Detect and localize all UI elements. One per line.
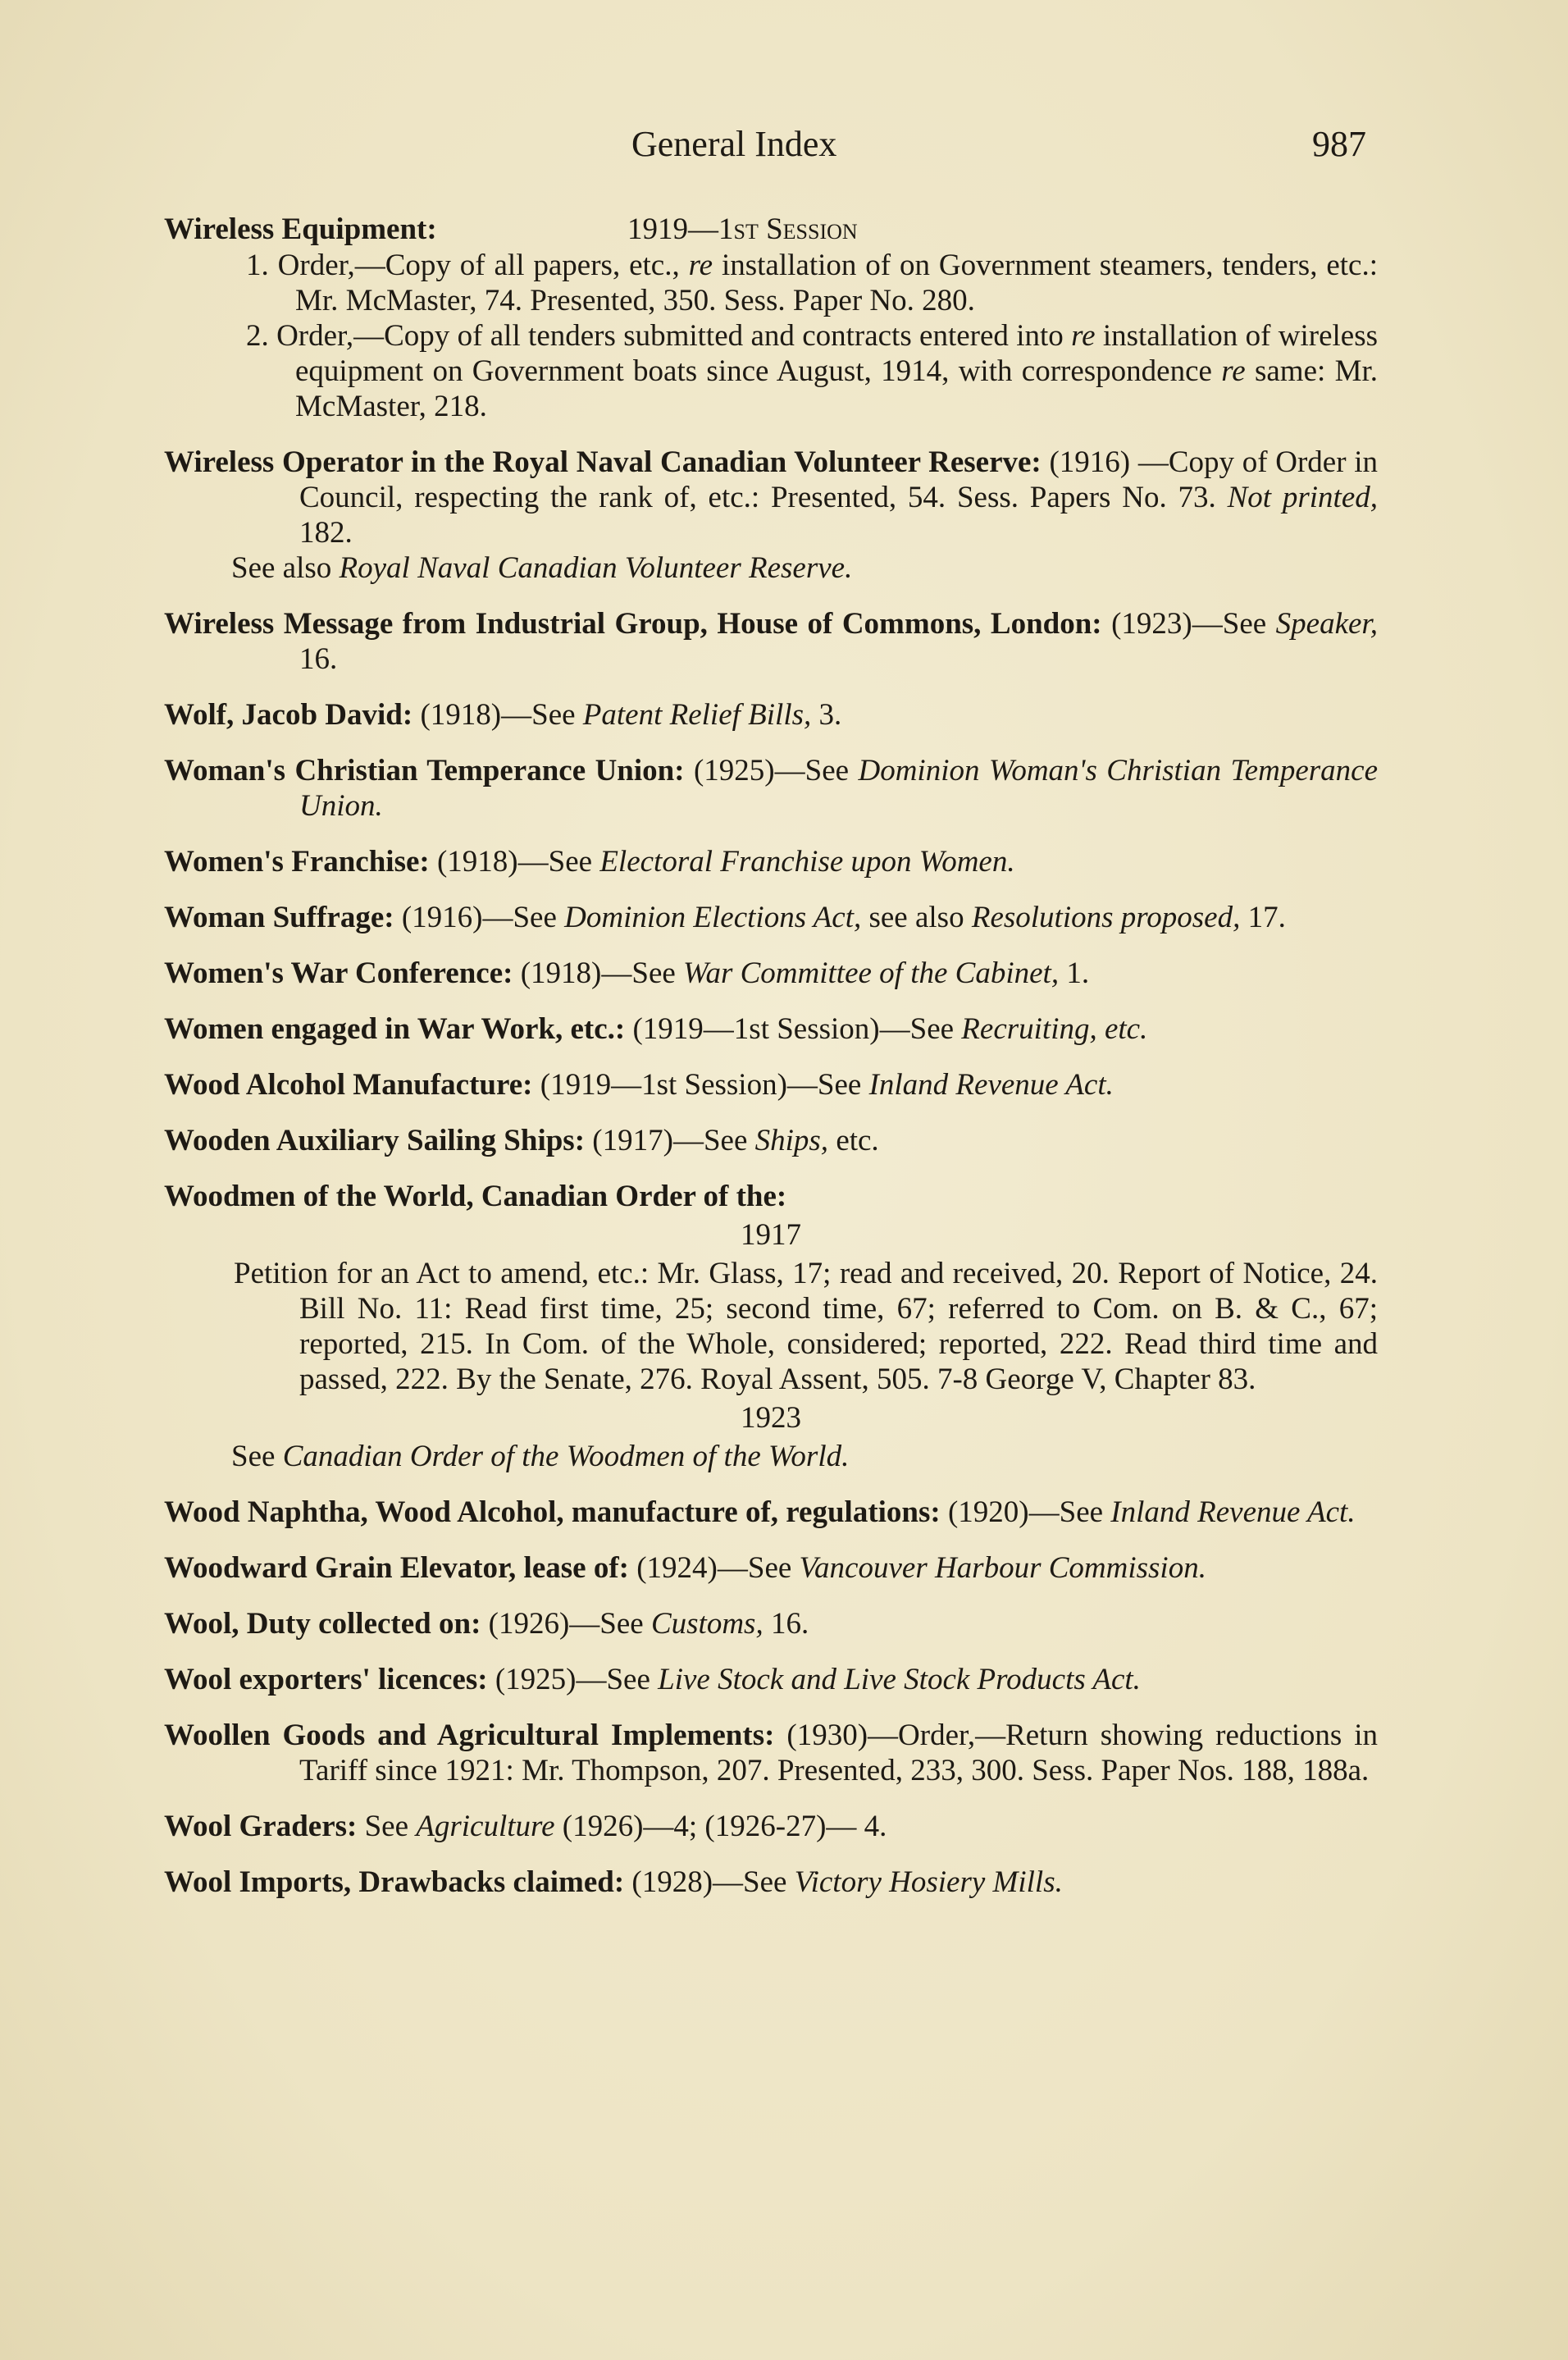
- entry-wool-duty: Wool, Duty collected on: (1926)—See Customs, 16.: [164, 1607, 809, 1641]
- entry-heading: Women engaged in War Work, etc.:: [164, 1012, 626, 1046]
- entry-heading: Wool, Duty collected on:: [164, 1607, 481, 1641]
- entry-heading: Wireless Message from Industrial Group, House of Commons, London:: [164, 607, 1102, 641]
- entry-heading: Woodmen of the World, Canadian Order of the:: [164, 1180, 787, 1213]
- list-item: 2. Order,—Copy of all tenders submitted and contracts entered into re installation of wireless equipment on Government boats since August, 1914, with correspondence re same: Mr. McMaster, 218.: [246, 319, 1378, 423]
- entry-heading: Woman's Christian Temperance Union:: [164, 754, 685, 787]
- entry-heading: Woollen Goods and Agricultural Implements:: [164, 1719, 775, 1752]
- entry-womens-war-conference: Women's War Conference: (1918)—See War Committee of the Cabinet, 1.: [164, 956, 1090, 990]
- page-title: General Index: [631, 124, 837, 164]
- entry-wireless-message: Wireless Message from Industrial Group, House of Commons, London: (1923)—See Speaker, 16.: [164, 607, 1378, 676]
- entry-heading: Wireless Operator in the Royal Naval Canadian Volunteer Reserve:: [164, 445, 1042, 479]
- entry-woodward: Woodward Grain Elevator, lease of: (1924)—See Vancouver Harbour Commission.: [164, 1551, 1206, 1585]
- entry-heading: Women's Franchise:: [164, 845, 430, 879]
- entry-heading: Women's War Conference:: [164, 956, 513, 990]
- entry-heading: Wool Graders:: [164, 1810, 358, 1843]
- session-label: 1919—1st Session: [627, 212, 858, 246]
- entry-woman-suffrage: Woman Suffrage: (1916)—See Dominion Elections Act, see also Resolutions proposed, 17.: [164, 901, 1286, 934]
- entry-wireless-operator: Wireless Operator in the Royal Naval Canadian Volunteer Reserve: (1916) —Copy of Order in Council, respecting the rank of, etc.: Presented, 54. Sess. Papers No. 73. Not printed, 182. See also Royal Naval Canadian Volunteer Reserve.: [164, 445, 1378, 585]
- entry-wooden-auxiliary: Wooden Auxiliary Sailing Ships: (1917)—See Ships, etc.: [164, 1124, 879, 1157]
- entry-heading: Wooden Auxiliary Sailing Ships:: [164, 1124, 586, 1157]
- entry-wireless-equipment: [164, 212, 1378, 424]
- see-line: See Canadian Order of the Woodmen of the World.: [231, 1440, 850, 1473]
- index-content: [164, 212, 1378, 1920]
- entry-heading: Woodward Grain Elevator, lease of:: [164, 1551, 629, 1585]
- year-label: 1923: [741, 1401, 801, 1435]
- entry-wool-imports: Wool Imports, Drawbacks claimed: (1928)—See Victory Hosiery Mills.: [164, 1865, 1063, 1899]
- entry-wolf: Wolf, Jacob David: (1918)—See Patent Relief Bills, 3.: [164, 698, 842, 732]
- entry-wool-graders: Wool Graders: See Agriculture (1926)—4; (1926-27)— 4.: [164, 1810, 887, 1843]
- list-item: 1. Order,—Copy of all papers, etc., re installation of on Government steamers, tenders, etc.: Mr. McMaster, 74. Presented, 350. Sess. Paper No. 280.: [246, 249, 1378, 317]
- page-header: [0, 123, 1568, 172]
- entry-wool-exporters: Wool exporters' licences: (1925)—See Live Stock and Live Stock Products Act.: [164, 1663, 1141, 1696]
- entry-woodmen: [164, 1179, 1378, 1474]
- entry-wood-alcohol: Wood Alcohol Manufacture: (1919—1st Session)—See Inland Revenue Act.: [164, 1068, 1114, 1102]
- entry-heading: Wolf, Jacob David:: [164, 698, 413, 732]
- entry-heading: Wood Naphtha, Wood Alcohol, manufacture of, regulations:: [164, 1495, 941, 1529]
- year-label: 1917: [741, 1218, 801, 1252]
- entry-heading: Wool exporters' licences:: [164, 1663, 488, 1696]
- entry-womens-franchise: Women's Franchise: (1918)—See Electoral Franchise upon Women.: [164, 845, 1015, 879]
- see-also-line: See also Royal Naval Canadian Volunteer Reserve.: [231, 551, 853, 585]
- entry-womans-christian: Woman's Christian Temperance Union: (1925)—See Dominion Woman's Christian Temperance Union.: [164, 754, 1378, 823]
- entry-heading: Wool Imports, Drawbacks claimed:: [164, 1865, 625, 1899]
- entry-heading: Woman Suffrage:: [164, 901, 394, 934]
- petition-text: Petition for an Act to amend, etc.: Mr. Glass, 17; read and received, 20. Report of Notice, 24. Bill No. 11: Read first time, 25; second time, 67; referred to Com. on B. & C., 67; reported, 215. In Com. of the Whole, considered; reported, 222. Read third time and passed, 222. By the Senate, 276. Royal Assent, 505. 7-8 George V, Chapter 83.: [234, 1257, 1378, 1396]
- entry-heading: Wireless Equipment:: [164, 212, 437, 246]
- entry-women-engaged: Women engaged in War Work, etc.: (1919—1st Session)—See Recruiting, etc.: [164, 1012, 1148, 1046]
- entry-woollen-goods: Woollen Goods and Agricultural Implements: (1930)—Order,—Return showing reductions in Tariff since 1921: Mr. Thompson, 207. Presented, 233, 300. Sess. Paper Nos. 188, 188a.: [164, 1719, 1378, 1787]
- entry-wood-naphtha: Wood Naphtha, Wood Alcohol, manufacture of, regulations: (1920)—See Inland Revenue Act.: [164, 1495, 1356, 1529]
- page-number: 987: [1312, 124, 1366, 164]
- entry-heading: Wood Alcohol Manufacture:: [164, 1068, 533, 1102]
